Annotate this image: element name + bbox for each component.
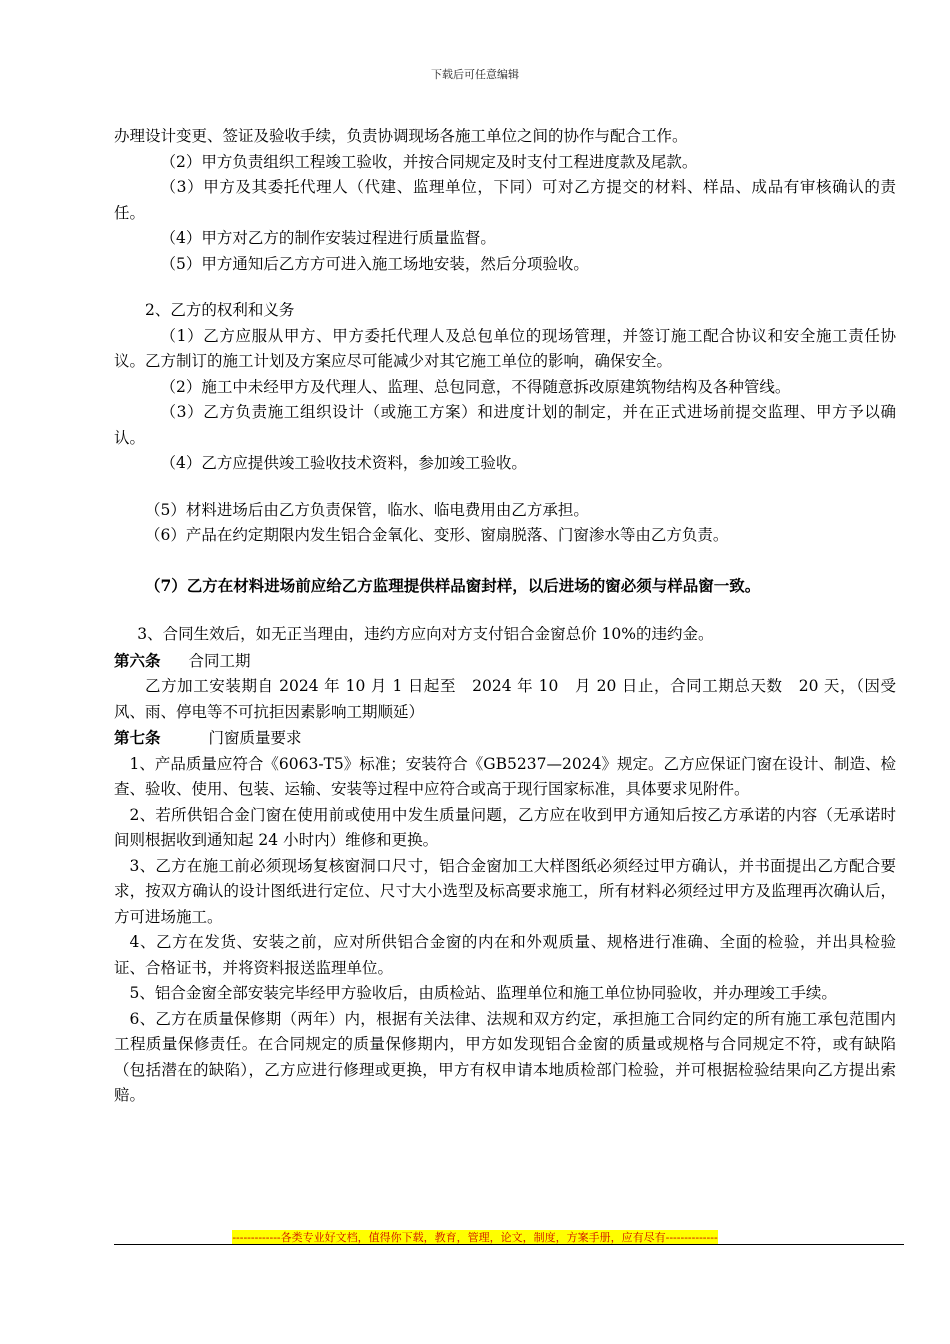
paragraph: （4）甲方对乙方的制作安装过程进行质量监督。	[160, 229, 496, 247]
paragraph: （2）甲方负责组织工程竣工验收，并按合同规定及时支付工程进度款及尾款。	[160, 152, 698, 171]
paragraph: （4）乙方应提供竣工验收技术资料，参加竣工验收。	[160, 454, 527, 472]
article-number: 第六条	[114, 650, 161, 670]
paragraph: 1、产品质量应符合《6063-T5》标准；安装符合《GB5237—2024》规定。乙方应保证门窗在设计、制造、检查、验收、使用、包装、运输、安装等过程中应符合或高于现行国家标准，具体要求见附件。	[114, 754, 896, 798]
paragraph: 乙方加工安装期自 2024 年 10 月 1 日起至 2024 年 10 月 20 日止，合同工期总天数 20 天，（因受风、雨、停电等不可抗拒因素影响工期顺延）	[114, 677, 896, 721]
section-heading: 2、乙方的权利和义务	[145, 301, 295, 319]
paragraph: （1）乙方应服从甲方、甲方委托代理人及总包单位的现场管理，并签订施工配合协议和安全施工责任协议。乙方制订的施工计划及方案应尽可能减少对其它施工单位的影响，确保安全。	[114, 326, 896, 370]
paragraph: 办理设计变更、签证及验收手续，负责协调现场各施工单位之间的协作与配合工作。	[114, 127, 688, 145]
paragraph: （7）乙方在材料进场前应给乙方监理提供样品窗封样，以后进场的窗必须与样品窗一致。	[145, 575, 761, 595]
paragraph: 4、乙方在发货、安装之前，应对所供铝合金窗的内在和外观质量、规格进行准确、全面的检验，并出具检验证、合格证书，并将资料报送监理单位。	[114, 933, 896, 977]
paragraph: （5）甲方通知后乙方方可进入施工场地安装，然后分项验收。	[160, 254, 589, 273]
page-footer	[0, 1226, 950, 1245]
paragraph: （5）材料进场后由乙方负责保管，临水、临电费用由乙方承担。	[145, 500, 589, 519]
article-title: 合同工期	[188, 651, 251, 670]
paragraph: （3）甲方及其委托代理人（代建、监理单位，下同）可对乙方提交的材料、样品、成品有审核确认的责任。	[114, 178, 896, 222]
footer-banner: -------------各类专业好文档，值得你下载，教育，管理，论文，制度，方案手册，应有尽有--------------	[232, 1231, 718, 1244]
paragraph: （3）乙方负责施工组织设计（或施工方案）和进度计划的制定，并在正式进场前提交监理、甲方予以确认。	[114, 403, 896, 447]
article-title: 门窗质量要求	[208, 729, 302, 747]
paragraph: 6、乙方在质量保修期（两年）内，根据有关法律、法规和双方约定，承担施工合同约定的所有施工承包范围内工程质量保修责任。在合同规定的质量保修期内，甲方如发现铝合金窗的质量或规格与合同规定不符，或有缺陷（包括潜在的缺陷），乙方应进行修理或更换，甲方有权申请本地质检部门检验，并可根据检验结果向乙方提出索赔。	[114, 1009, 896, 1104]
paragraph: 2、若所供铝合金门窗在使用前或使用中发生质量问题，乙方应在收到甲方通知后按乙方承诺的内容（无承诺时间则根据收到通知起 24 小时内）维修和更换。	[114, 805, 896, 849]
paragraph: （2）施工中未经甲方及代理人、监理、总包同意，不得随意拆改原建筑物结构及各种管线。	[160, 377, 791, 396]
footer-divider	[114, 1244, 904, 1245]
article-6-heading	[114, 648, 896, 675]
article-7-heading	[114, 725, 896, 752]
paragraph: （6）产品在约定期限内发生铝合金氧化、变形、窗扇脱落、门窗渗水等由乙方负责。	[145, 526, 729, 544]
document-body	[114, 124, 896, 1109]
page-header: 下载后可任意编辑	[431, 68, 519, 81]
paragraph: 3、合同生效后，如无正当理由，违约方应向对方支付铝合金窗总价 10%的违约金。	[137, 625, 714, 643]
article-number: 第七条	[114, 728, 161, 747]
paragraph: 3、乙方在施工前必须现场复核窗洞口尺寸，铝合金窗加工大样图纸必须经过甲方确认，并书面提出乙方配合要求，按双方确认的设计图纸进行定位、尺寸大小选型及标高要求施工，所有材料必须经过甲方及监理再次确认后，方可进场施工。	[114, 856, 896, 926]
paragraph: 5、铝合金窗全部安装完毕经甲方验收后，由质检站、监理单位和施工单位协同验收，并办理竣工手续。	[129, 984, 837, 1002]
